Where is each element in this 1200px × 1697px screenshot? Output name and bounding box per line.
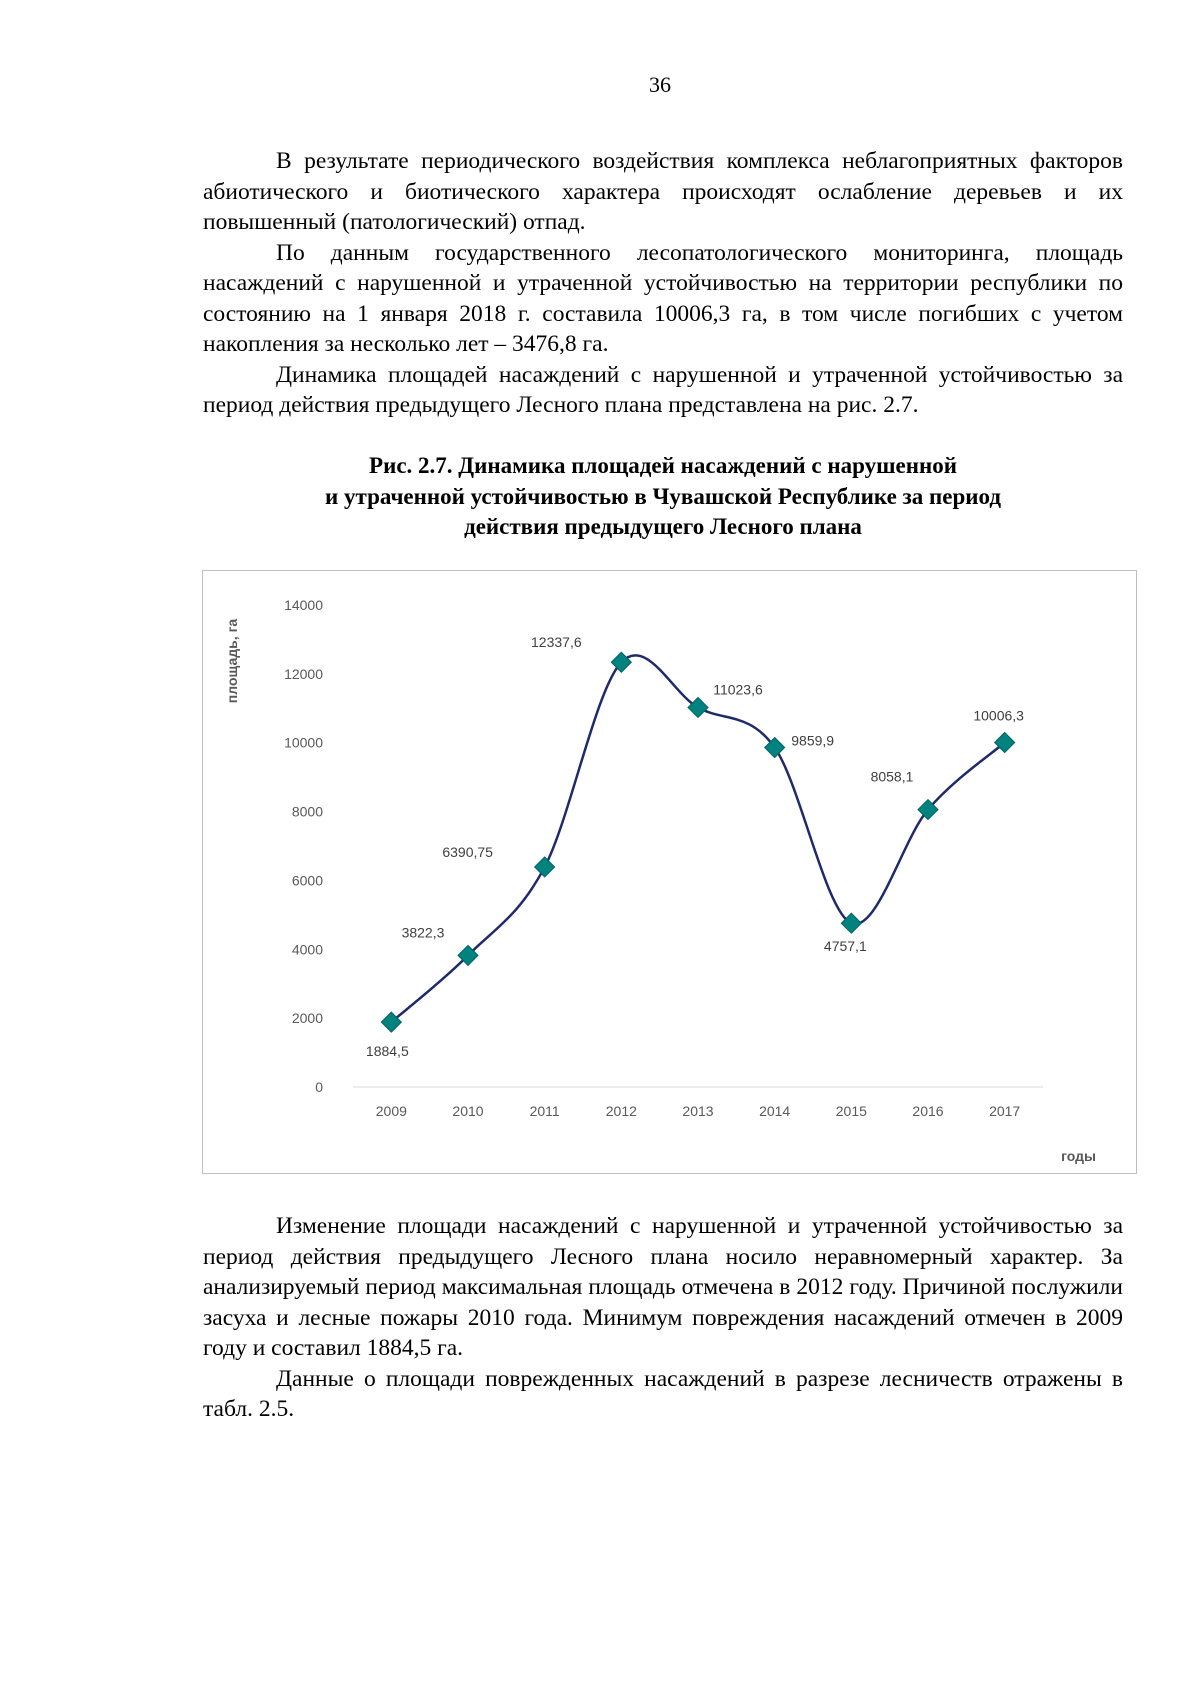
x-tick-label: 2012 (605, 1103, 637, 1119)
series-markers (381, 652, 1014, 1032)
x-tick-label: 2009 (375, 1103, 407, 1119)
data-labels (366, 634, 1024, 1059)
y-axis-title: площадь, га (224, 618, 240, 704)
y-tick-label: 14000 (284, 597, 323, 613)
y-tick-label: 4000 (291, 941, 323, 958)
x-tick-label: 2011 (529, 1103, 560, 1119)
y-tick-label: 2000 (291, 1010, 323, 1027)
x-axis-ticks (376, 1103, 1021, 1119)
figure-caption-line: Рис. 2.7. Динамика площадей насаждений с нарушенной (369, 453, 957, 478)
x-tick-label: 2015 (835, 1103, 867, 1119)
x-tick-label: 2010 (452, 1103, 484, 1119)
data-label: 10006,3 (973, 707, 1024, 724)
data-point-marker (688, 697, 708, 717)
figure-caption (203, 451, 1123, 543)
paragraph: В результате периодического воздействия комплекса неблагоприятных факторов абиотического и биотического характера происходят ослабление деревьев и их повышенный (патологический) отпад. (203, 148, 1123, 235)
data-label: 12337,6 (531, 634, 582, 651)
data-label: 11023,6 (713, 681, 763, 698)
data-label: 3822,3 (401, 924, 445, 941)
x-tick-label: 2014 (759, 1103, 791, 1119)
paragraph: Данные о площади поврежденных насаждений в разрезе лесничеств отражены в табл. 2.5. (203, 1365, 1123, 1422)
outro-text (203, 1211, 1123, 1425)
y-axis-ticks (284, 597, 323, 1095)
y-tick-label: 0 (315, 1079, 323, 1095)
figure-caption-line: действия предыдущего Лесного плана (464, 514, 862, 539)
x-tick-label: 2016 (912, 1103, 944, 1119)
y-tick-label: 8000 (291, 803, 323, 820)
figure-caption-line: и утраченной устойчивостью в Чувашской Республике за период (325, 483, 1001, 509)
data-point-marker (535, 857, 555, 877)
data-label: 8058,1 (870, 768, 914, 785)
paragraph: Изменение площади насаждений с нарушенной и утраченной устойчивостью за период действия предыдущего Лесного плана носило неравномерный характер. За анализируемый период максимальная площадь отмечена в 2012 году. Причиной послужили засуха и лесные пожары 2010 года. Минимум повреждения насаждений отмечен в 2009 году и составил 1884,5 га. (203, 1213, 1123, 1361)
intro-text (203, 146, 1123, 421)
line-chart (203, 571, 1136, 1173)
data-point-marker (611, 652, 631, 672)
x-axis-title: годы (1061, 1148, 1096, 1164)
data-label: 4757,1 (823, 938, 867, 955)
x-tick-label: 2013 (682, 1103, 714, 1119)
y-tick-label: 10000 (284, 734, 323, 751)
data-label: 6390,75 (442, 843, 493, 860)
chart-frame (202, 570, 1137, 1174)
x-tick-label: 2017 (989, 1103, 1021, 1119)
paragraph: Динамика площадей насаждений с нарушенной и утраченной устойчивостью за период действия предыдущего Лесного плана представлена на рис. 2.7. (203, 361, 1123, 418)
page-number: 36 (649, 72, 671, 97)
data-label: 9859,9 (791, 732, 835, 749)
data-label: 1884,5 (365, 1043, 409, 1060)
paragraph: По данным государственного лесопатологического мониторинга, площадь насаждений с нарушенной и утраченной устойчивостью на территории республики по состоянию на 1 января 2018 г. составила 10006,3 га, в том числе погибших с учетом накопления за несколько лет – 3476,8 га. (203, 239, 1123, 357)
y-tick-label: 12000 (284, 665, 323, 682)
y-tick-label: 6000 (291, 872, 323, 889)
